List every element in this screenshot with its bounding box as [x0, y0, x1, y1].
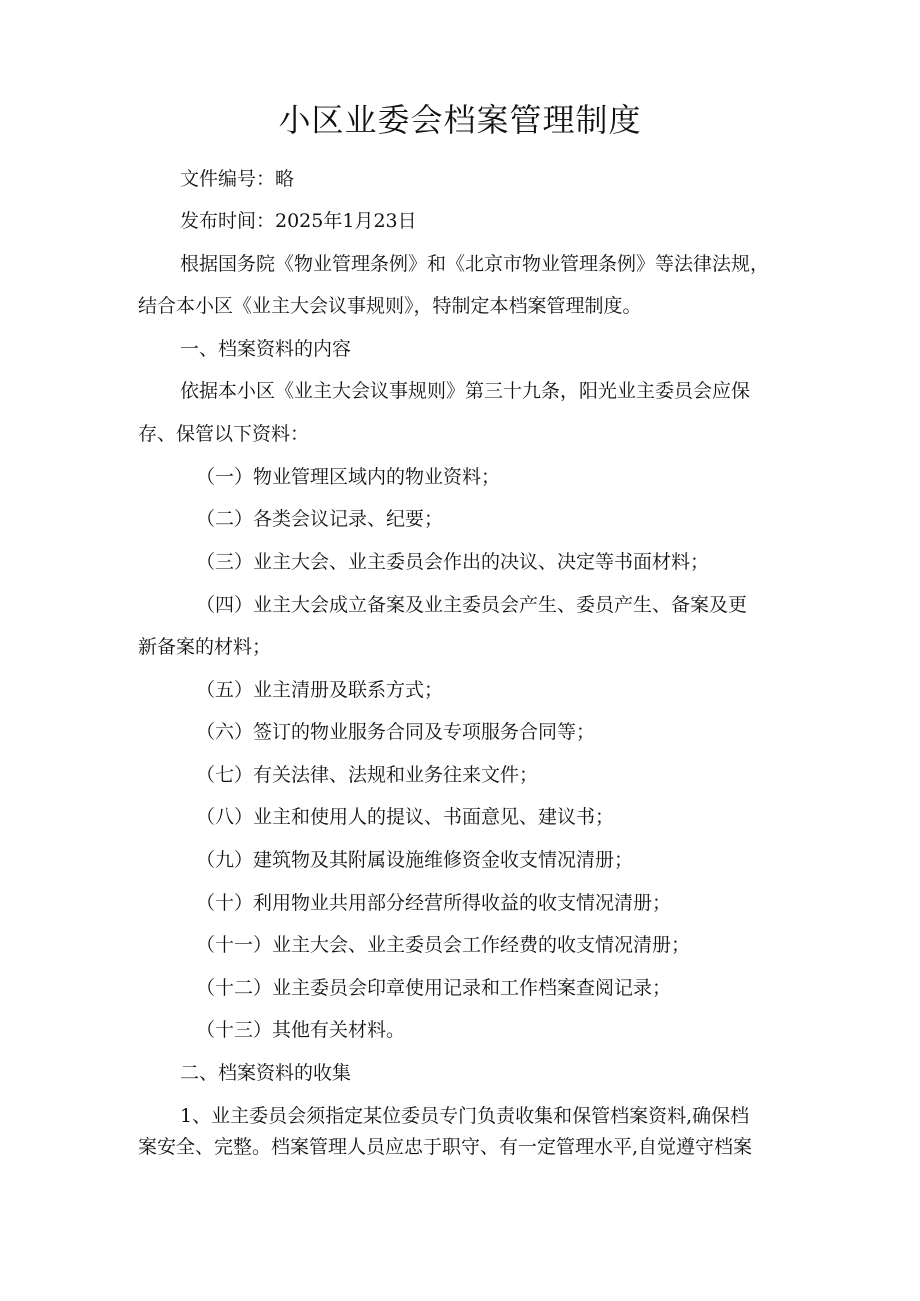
- list-item: （三）业主大会、业主委员会作出的决议、决定等书面材料；: [196, 551, 710, 573]
- section-2-paragraph-line-2: 案安全、完整。档案管理人员应忠于职守、有一定管理水平,自觉遵守档案: [138, 1136, 753, 1158]
- list-item: （十三）其他有关材料。: [196, 1019, 406, 1041]
- document-title: 小区业委会档案管理制度: [278, 101, 642, 139]
- list-item: （七）有关法律、法规和业务往来文件；: [196, 764, 539, 786]
- list-item: （十）利用物业共用部分经营所得收益的收支情况清册；: [196, 892, 672, 914]
- list-item-continuation: 新备案的材料；: [138, 636, 272, 658]
- section-2-paragraph-line-1: 1、业主委员会须指定某位委员专门负责收集和保管档案资料,确保档: [180, 1105, 750, 1127]
- list-item: （八）业主和使用人的提议、书面意见、建议书；: [196, 806, 615, 828]
- list-item: （十二）业主委员会印章使用记录和工作档案查阅记录；: [196, 977, 672, 999]
- list-item: （四）业主大会成立备案及业主委员会产生、委员产生、备案及更: [196, 594, 748, 616]
- file-number: 文件编号：略: [180, 168, 295, 190]
- section-1-paragraph-line-2: 存、保管以下资料：: [138, 423, 310, 445]
- intro-paragraph-line-2: 结合本小区《业主大会议事规则》，特制定本档案管理制度。: [138, 295, 642, 317]
- list-item: （六）签订的物业服务合同及专项服务合同等；: [196, 721, 596, 743]
- publish-date: 发布时间：2025年1月23日: [180, 210, 417, 232]
- list-item: （一）物业管理区域内的物业资料；: [196, 466, 501, 488]
- list-item: （九）建筑物及其附属设施维修资金收支情况清册；: [196, 849, 634, 871]
- intro-paragraph-line-1: 根据国务院《物业管理条例》和《北京市物业管理条例》等法律法规，: [180, 253, 770, 275]
- section-2-heading: 二、档案资料的收集: [180, 1062, 352, 1084]
- section-1-heading: 一、档案资料的内容: [180, 338, 352, 360]
- list-item: （五）业主清册及联系方式；: [196, 679, 444, 701]
- section-1-paragraph-line-1: 依据本小区《业主大会议事规则》第三十九条，阳光业主委员会应保: [180, 380, 751, 402]
- list-item: （二）各类会议记录、纪要；: [196, 508, 444, 530]
- list-item: （十一）业主大会、业主委员会工作经费的收支情况清册；: [196, 934, 691, 956]
